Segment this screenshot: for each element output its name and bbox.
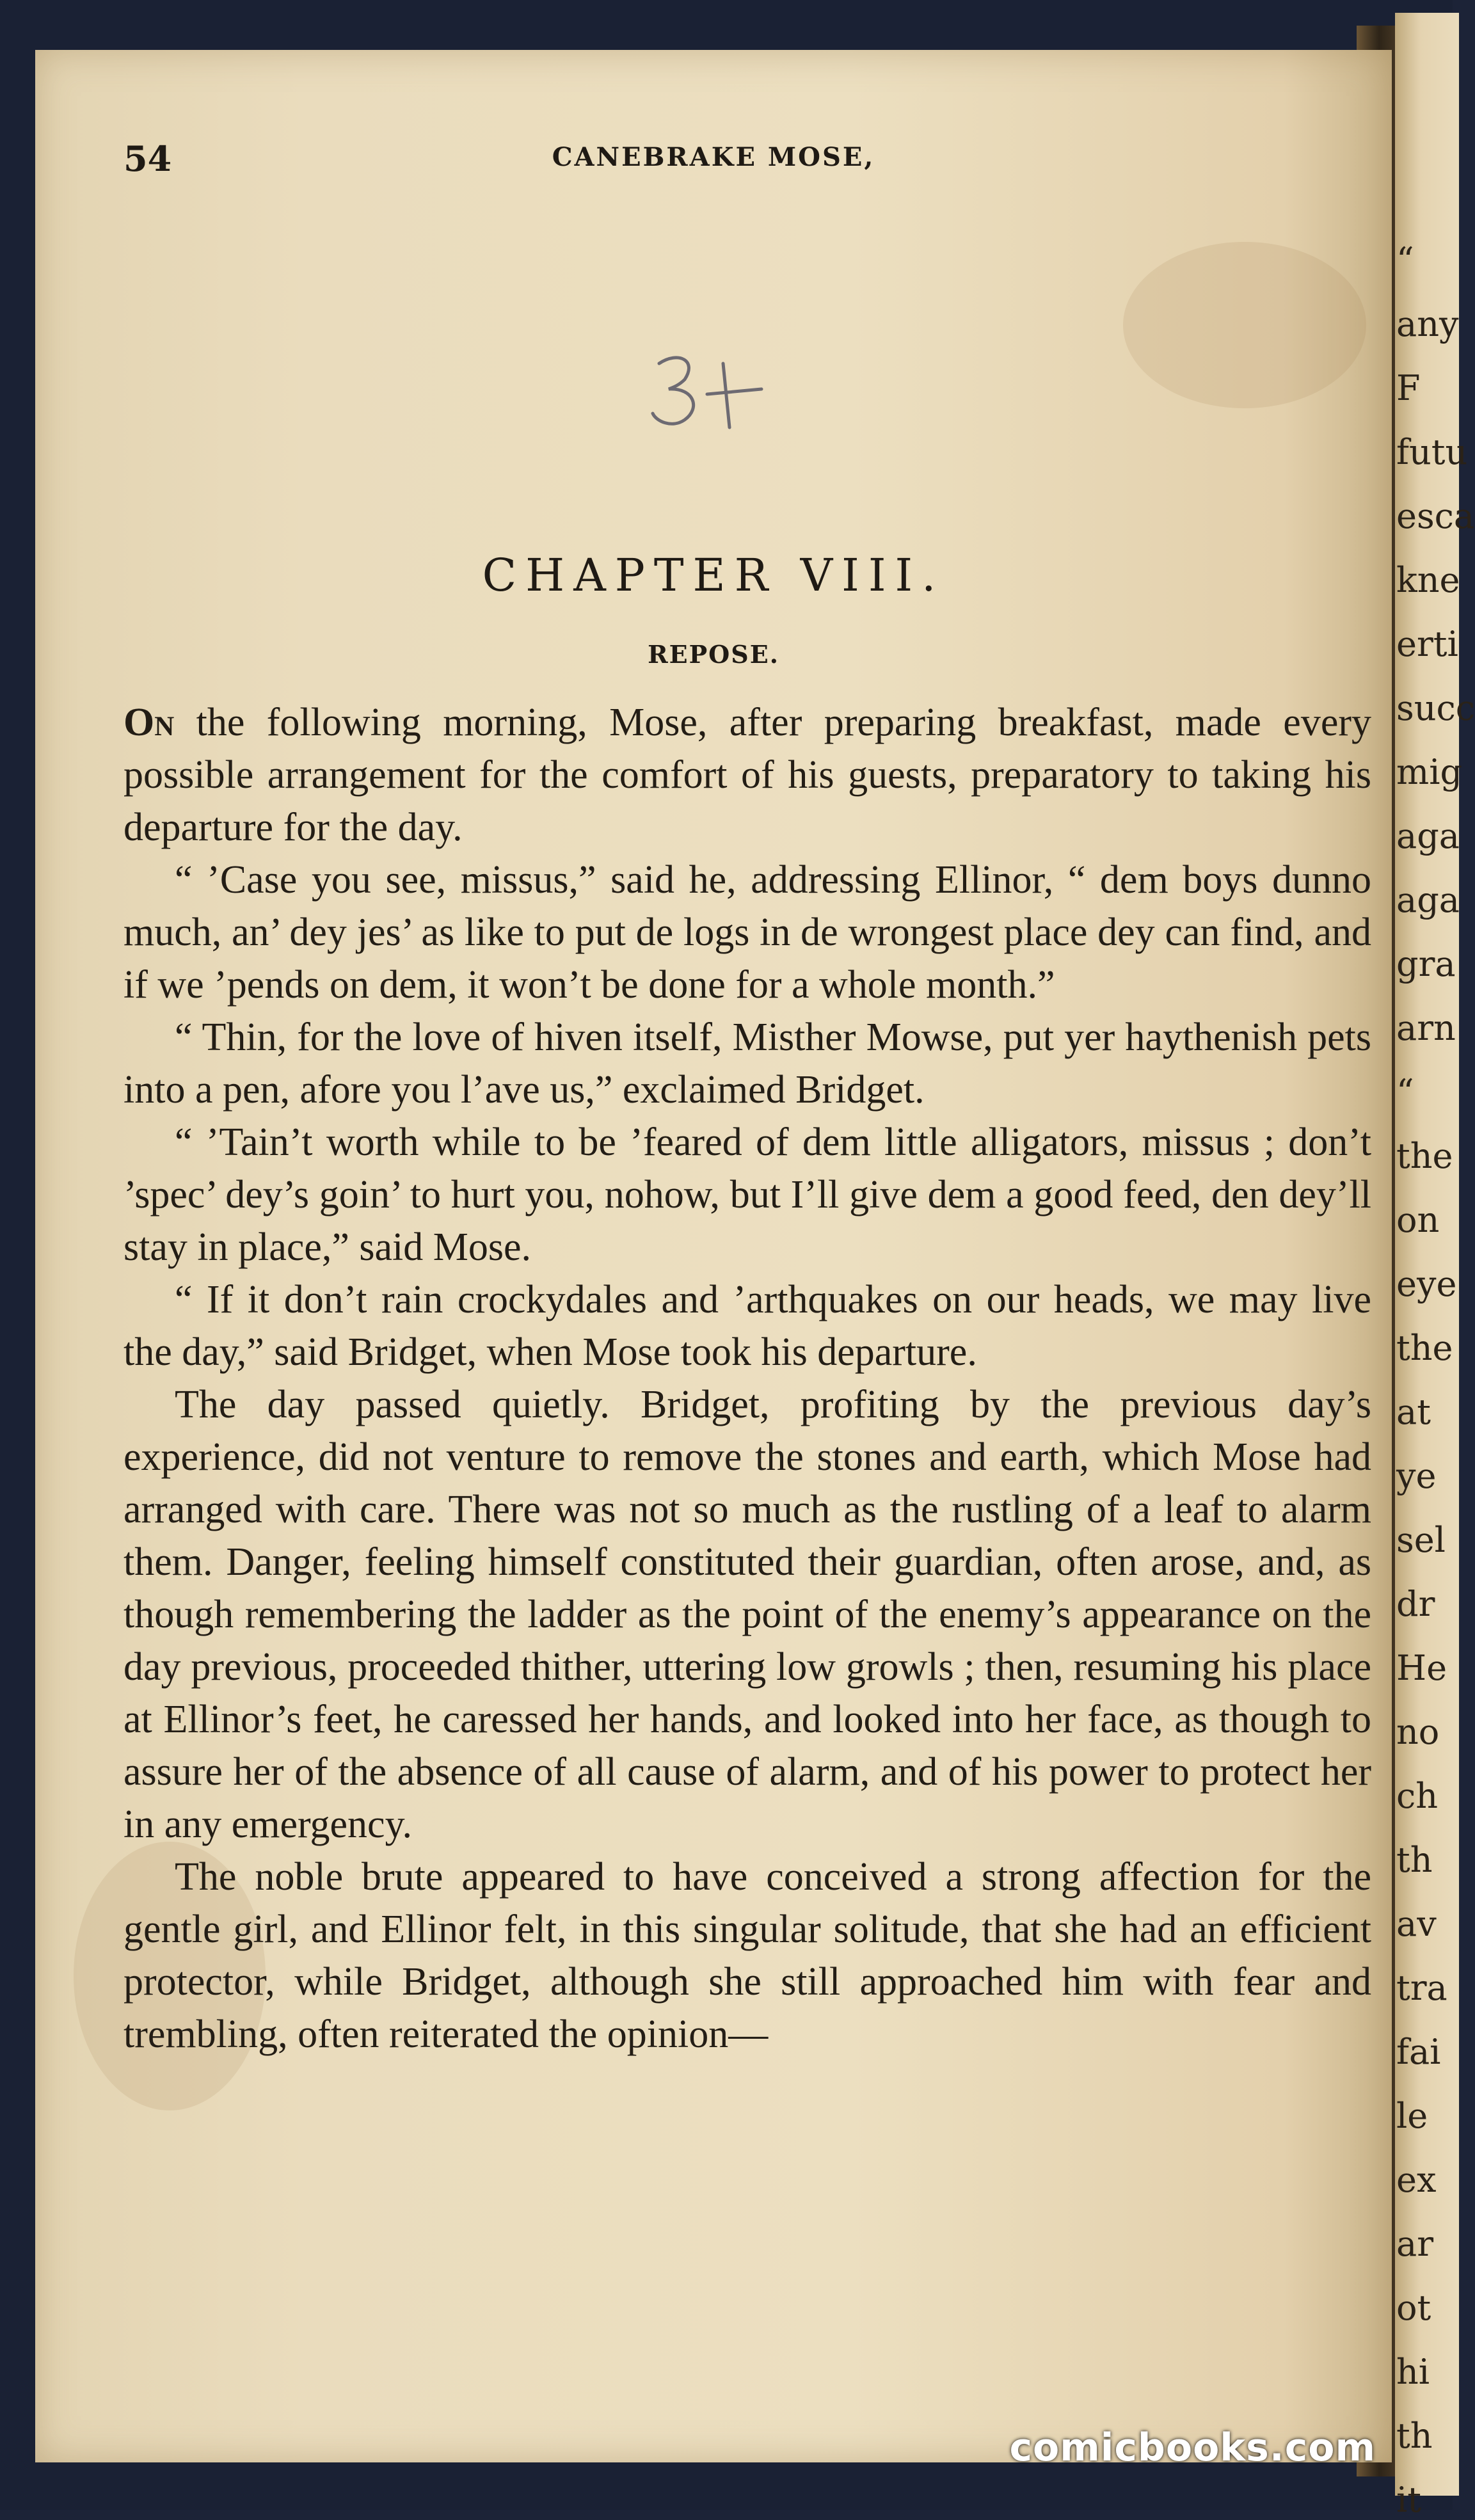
- next-page-text-fragment: eye: [1396, 1264, 1457, 1304]
- paragraph-text: the following morning, Mose, after preparing breakfast, made every possible arrangement for the comfort of his guests, preparatory to taking his departure for the day.: [124, 701, 1371, 849]
- paragraph-lead-word: On: [124, 701, 175, 744]
- next-page-text-fragment: it: [1396, 2480, 1421, 2520]
- next-page-text-fragment: sel: [1396, 1520, 1446, 1560]
- next-page-text-fragment: dr: [1396, 1584, 1435, 1624]
- site-watermark: comicbooks.com: [1009, 2425, 1376, 2470]
- next-page-text-fragment: any: [1396, 304, 1459, 344]
- paragraph: “ If it don’t rain crockydales and ’arthquakes on our heads, we may live the day,” said Bridget, when Mose took his departure.: [124, 1278, 1371, 1374]
- next-page-text-fragment: succ: [1396, 688, 1475, 728]
- paragraph: The noble brute appeared to have conceived a strong affection for the gentle girl, and Ellinor felt, in this singular solitude, that she had an efficient protector, while Bridget, although she still approached him with fear and trembling, often reiterated the opinion—: [124, 1855, 1371, 2056]
- chapter-subtitle: REPOSE.: [648, 640, 779, 669]
- next-page-text-fragment: ot: [1396, 2288, 1431, 2328]
- next-page-text-fragment: on: [1396, 1200, 1440, 1240]
- next-page-text-fragment: ex: [1396, 2160, 1437, 2200]
- paper-stain: [1123, 242, 1366, 408]
- next-page-text-fragment: the: [1396, 1136, 1453, 1176]
- next-page-text-fragment: “: [1396, 240, 1414, 280]
- next-page-text-fragment: esca: [1396, 496, 1475, 536]
- body-text: [124, 696, 1371, 2061]
- next-page-text-fragment: mig: [1396, 752, 1463, 792]
- next-page-text-fragment: th: [1396, 2416, 1433, 2456]
- next-page-text-fragment: ar: [1396, 2224, 1434, 2264]
- book-page: [35, 50, 1392, 2462]
- paragraph: [124, 696, 1371, 854]
- next-page-edge: [1395, 13, 1475, 2520]
- next-page-text-fragment: le: [1396, 2096, 1428, 2136]
- paragraph: The day passed quietly. Bridget, profiting by the previous day’s experience, did not venture to remove the stones and earth, which Mose had arranged with care. There was not so much as the rustling of a leaf to alarm them. Danger, feeling himself constituted their guardian, often arose, and, as though remembering the ladder as the point of the enemy’s appearance on the day previous, proceeded thither, uttering low growls ; then, resuming his place at Ellinor’s feet, he caressed her hands, and looked into her face, as though to assure her of the absence of all cause of alarm, and of his power to protect her in any emergency.: [124, 1383, 1371, 1846]
- next-page-text-fragment: ye: [1396, 1456, 1437, 1496]
- next-page-text-fragment: gra: [1396, 944, 1456, 984]
- next-page-text-fragment: arn: [1396, 1008, 1456, 1048]
- next-page-text-fragment: ch: [1396, 1776, 1439, 1816]
- handwritten-pencil-mark: [634, 338, 787, 440]
- paragraph: “ ’Tain’t worth while to be ’feared of dem little alligators, missus ; don’t ’spec’ dey’s goin’ to hurt you, nohow, but I’ll give dem a good feed, den dey’ll stay in place,” said Mose.: [124, 1120, 1371, 1269]
- next-page-text-fragment: F: [1396, 368, 1421, 408]
- next-page-text-fragment: no: [1396, 1712, 1440, 1752]
- running-title: CANEBRAKE MOSE,: [552, 142, 875, 172]
- paragraph: “ Thin, for the love of hiven itself, Misther Mowse, put yer haythenish pets into a pen, afore you l’ave us,” exclaimed Bridget.: [124, 1016, 1371, 1112]
- next-page-text-fragment: aga: [1396, 880, 1460, 920]
- next-page-text-fragment: av: [1396, 1904, 1437, 1944]
- next-page-text-fragment: tra: [1396, 1968, 1447, 2008]
- next-page-text-fragment: aga: [1396, 816, 1460, 856]
- running-head: [35, 138, 1392, 183]
- next-page-text-fragment: hi: [1396, 2352, 1430, 2392]
- paragraph: “ ’Case you see, missus,” said he, addressing Ellinor, “ dem boys dunno much, an’ dey jes’ as like to put de logs in de wrongest place dey can find, and if we ’pends on dem, it won’t be done for a whole month.”: [124, 858, 1371, 1007]
- page-number: 54: [124, 138, 172, 179]
- chapter-title: CHAPTER VIII.: [482, 549, 945, 602]
- next-page-text-fragment: fai: [1396, 2032, 1441, 2072]
- next-page-text-fragment: th: [1396, 1840, 1433, 1880]
- next-page-text-fragment: at: [1396, 1392, 1431, 1432]
- next-page-text-fragment: futu: [1396, 432, 1468, 472]
- next-page-text-fragment: kne: [1396, 560, 1460, 600]
- next-page-text-fragment: the: [1396, 1328, 1453, 1368]
- next-page-text-fragment: He: [1396, 1648, 1447, 1688]
- next-page-text-fragment: erti: [1396, 624, 1458, 664]
- next-page-text-fragment: “: [1396, 1072, 1414, 1112]
